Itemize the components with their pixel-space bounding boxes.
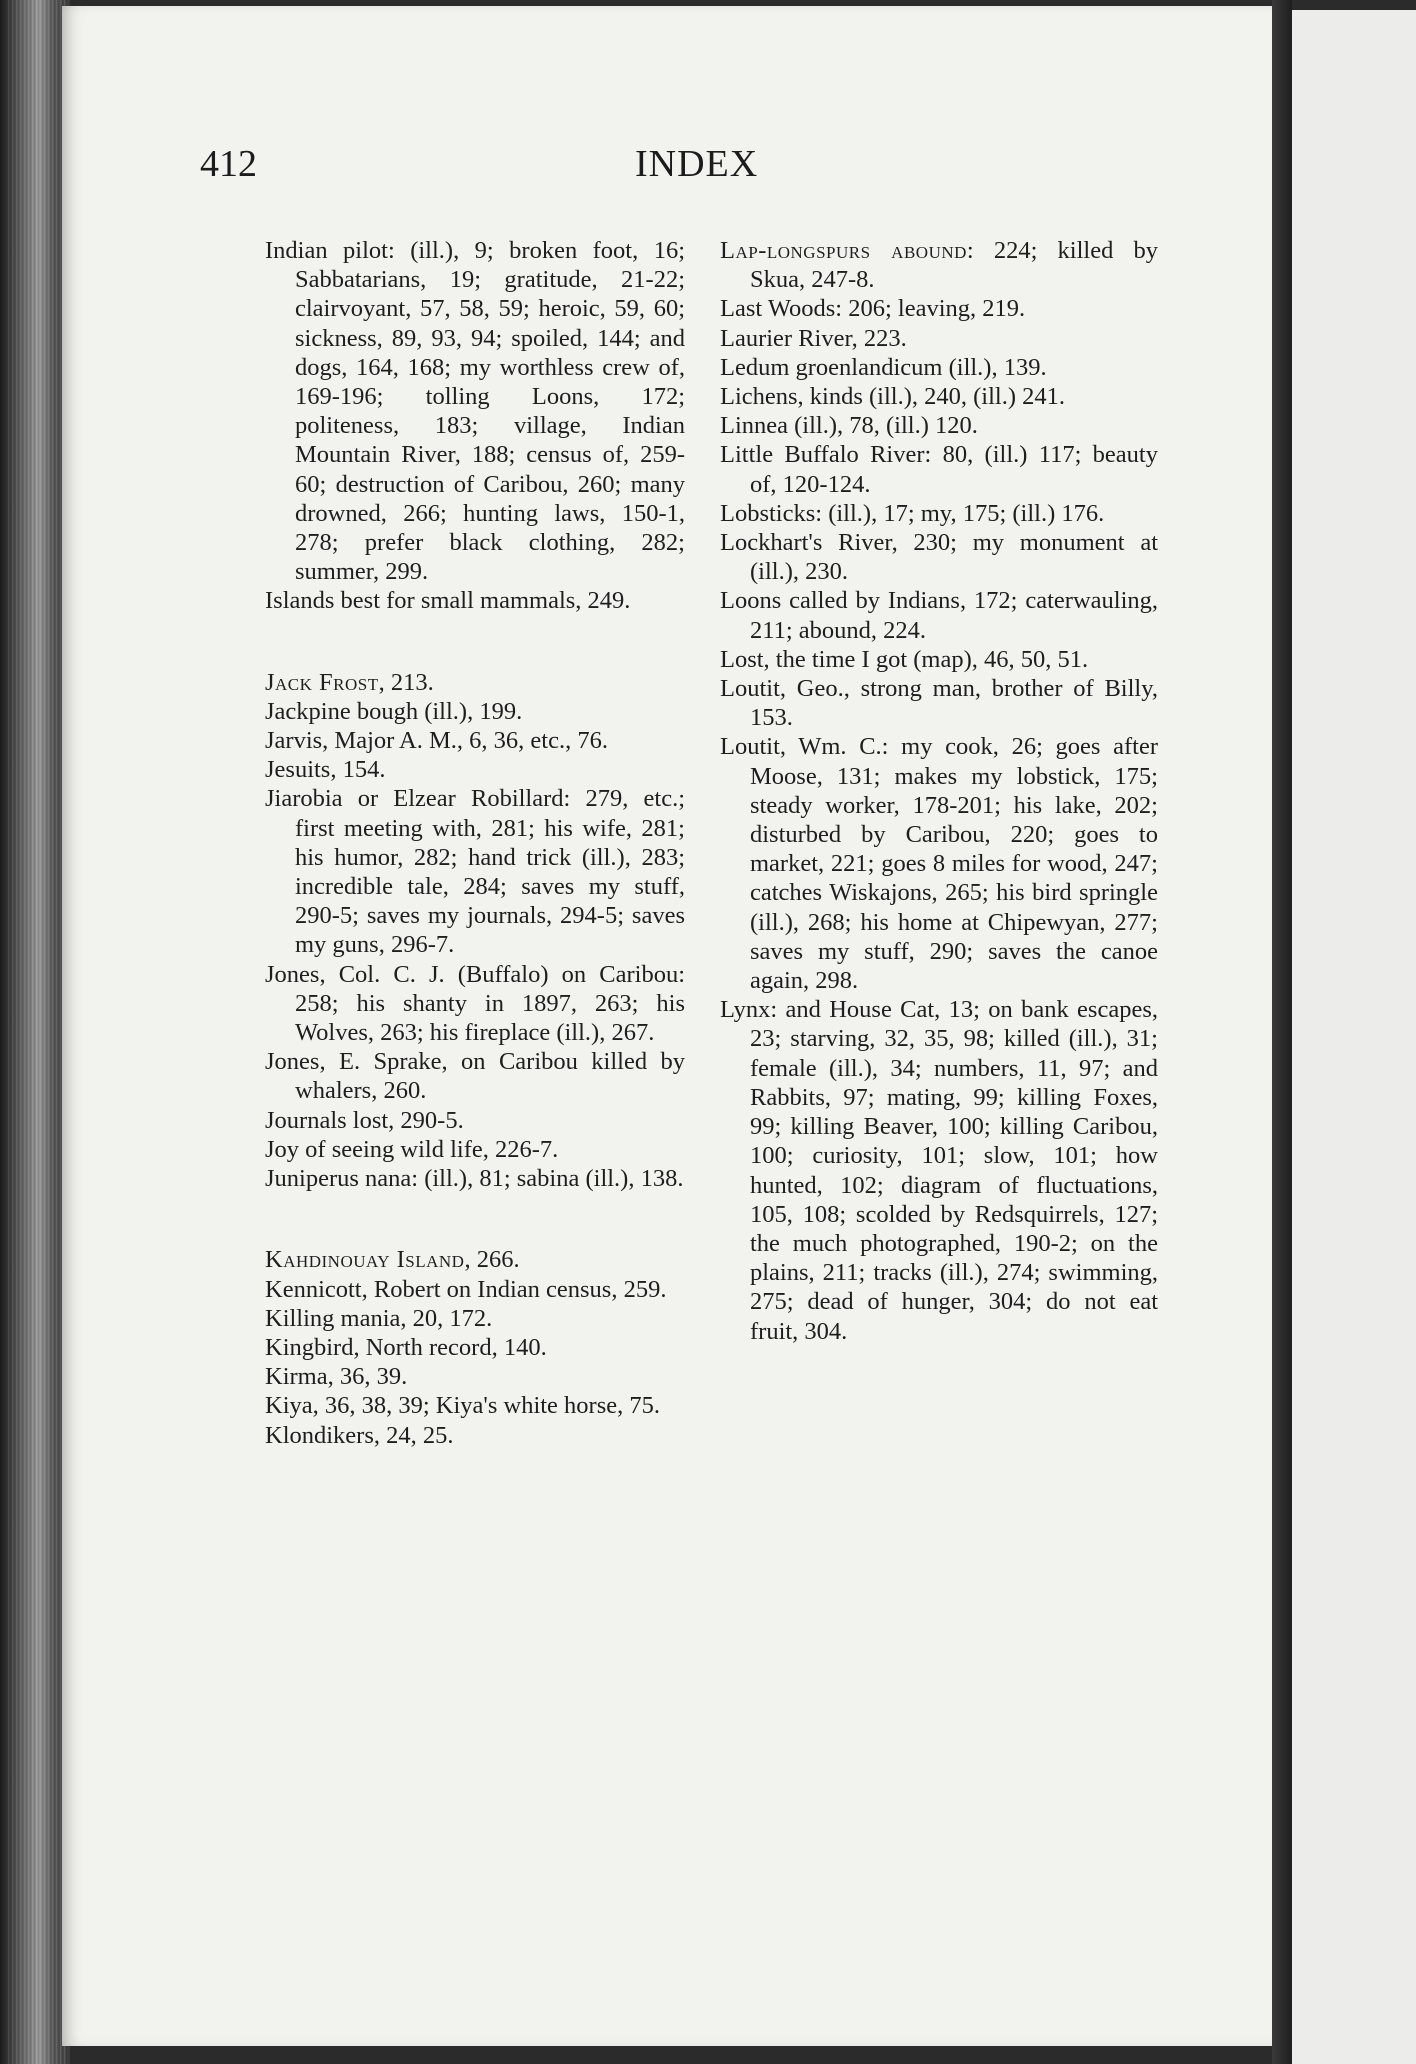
spine-texture	[8, 0, 68, 2064]
index-entry: Klondikers, 24, 25.	[265, 1421, 454, 1449]
index-entry: Jarvis, Major A. M., 6, 36, etc., 76.	[265, 727, 608, 755]
index-entry: Journals lost, 290-5.	[265, 1106, 464, 1134]
book-spine	[0, 0, 70, 2064]
index-entry: Kirma, 36, 39.	[265, 1363, 408, 1391]
index-entry: Loons called by Indians, 172; caterwauling, 211; abound, 224.	[720, 587, 1158, 644]
index-entry: Loutit, Geo., strong man, brother of Billy, 153.	[720, 675, 1158, 732]
index-entry: Lockhart's River, 230; my monument at (ill.), 230.	[720, 529, 1158, 586]
index-entry: Lost, the time I got (map), 46, 50, 51.	[720, 645, 1089, 673]
index-entry: Little Buffalo River: 80, (ill.) 117; beauty of, 120-124.	[720, 441, 1158, 498]
index-entry: Linnea (ill.), 78, (ill.) 120.	[720, 412, 978, 440]
page-title: INDEX	[635, 143, 759, 185]
index-entry: Indian pilot: (ill.), 9; broken foot, 16; Sabbatarians, 19; gratitude, 21-22; clairvoyant, 57, 58, 59; heroic, 59, 60; sickness, 89, 93, 94; spoiled, 144; and dogs, 164, 168; my worthless crew of, 169-196; tolling Loons, 172; politeness, 183; village, Indian Mountain River, 188; census of, 259-60; destruction of Caribou, 260; many drowned, 266; hunting laws, 150-1, 278; prefer black clothing, 282; summer, 299.	[265, 237, 685, 586]
index-entry: Jack Frost, 213.	[265, 668, 434, 696]
index-entry: Jesuits, 154.	[265, 756, 386, 784]
index-entry: Lichens, kinds (ill.), 240, (ill.) 241.	[720, 383, 1065, 411]
page-number: 412	[200, 143, 257, 185]
index-entry: Islands best for small mammals, 249.	[265, 587, 631, 615]
page-gutter	[1272, 0, 1292, 2064]
index-column-right	[720, 236, 1158, 1346]
index-entry: Ledum groenlandicum (ill.), 139.	[720, 353, 1047, 381]
index-entry: Lap-longspurs abound: 224; killed by Skua, 247-8.	[720, 237, 1158, 294]
index-entry: Jackpine bough (ill.), 199.	[265, 697, 523, 725]
index-entry: Laurier River, 223.	[720, 324, 907, 352]
index-entry: Jiarobia or Elzear Robillard: 279, etc.; first meeting with, 281; his wife, 281; his humor, 282; hand trick (ill.), 283; incredible tale, 284; saves my stuff, 290-5; saves my journals, 294-5; saves my guns, 296-7.	[265, 785, 685, 959]
index-entry: Killing mania, 20, 172.	[265, 1304, 493, 1332]
facing-page-edge	[1292, 10, 1416, 2064]
index-entry: Loutit, Wm. C.: my cook, 26; goes after Moose, 131; makes my lobstick, 175; steady worker, 178-201; his lake, 202; disturbed by Caribou, 220; goes to market, 221; goes 8 miles for wood, 247; catches Wiskajons, 265; his bird springle (ill.), 268; his home at Chipewyan, 277; saves my stuff, 290; saves the canoe again, 298.	[720, 733, 1158, 995]
index-entry: Jones, E. Sprake, on Caribou killed by whalers, 260.	[265, 1048, 685, 1105]
index-entry: Lynx: and House Cat, 13; on bank escapes, 23; starving, 32, 35, 98; killed (ill.), 31; female (ill.), 34; numbers, 11, 97; and Rabbits, 97; mating, 99; killing Foxes, 99; killing Beaver, 100; killing Caribou, 100; curiosity, 101; slow, 101; how hunted, 102; diagram of fluctuations, 105, 108; scolded by Redsquirrels, 127; the much photographed, 190-2; on the plains, 211; tracks (ill.), 274; swimming, 275; dead of hunger, 304; do not eat fruit, 304.	[720, 996, 1158, 1345]
index-entry: Kahdinouay Island, 266.	[265, 1246, 520, 1274]
index-entry: Lobsticks: (ill.), 17; my, 175; (ill.) 176.	[720, 499, 1105, 527]
index-entry: Last Woods: 206; leaving, 219.	[720, 295, 1026, 323]
index-entry: Jones, Col. C. J. (Buffalo) on Caribou: 258; his shanty in 1897, 263; his Wolves, 263; his fireplace (ill.), 267.	[265, 960, 685, 1047]
index-entry: Joy of seeing wild life, 226-7.	[265, 1135, 559, 1163]
page-header	[200, 142, 1100, 202]
index-entry: Kiya, 36, 38, 39; Kiya's white horse, 75.	[265, 1392, 661, 1420]
index-entry: Juniperus nana: (ill.), 81; sabina (ill.), 138.	[265, 1165, 684, 1193]
index-entry: Kennicott, Robert on Indian census, 259.	[265, 1275, 667, 1303]
index-column-left	[265, 236, 685, 1450]
index-entry: Kingbird, North record, 140.	[265, 1333, 547, 1361]
